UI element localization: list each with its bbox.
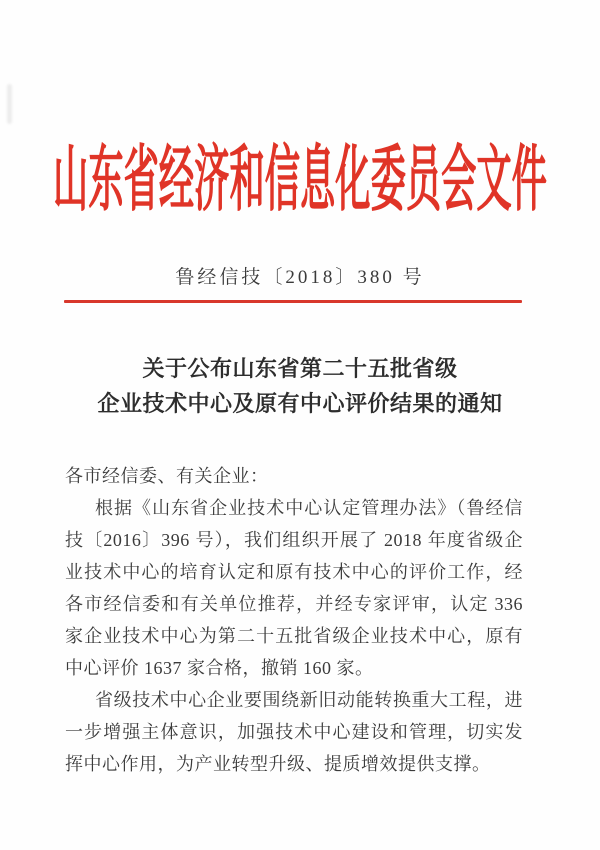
red-separator-line <box>64 300 522 303</box>
document-title <box>0 351 600 421</box>
document-number: 鲁经信技〔2018〕380 号 <box>175 267 425 288</box>
document-body <box>65 460 523 780</box>
scan-artifact <box>7 84 12 124</box>
document-title-line2: 企业技术中心及原有中心评价结果的通知 <box>97 391 503 416</box>
salutation: 各市经信委、有关企业： <box>65 466 269 486</box>
body-paragraph: 省级技术中心企业要围绕新旧动能转换重大工程，进一步增强主体意识，加强技术中心建设和管理，切实发挥中心作用，为产业转型升级、提质增效提供支撑。 <box>65 690 523 774</box>
agency-header-text: 山东省经济和信息化委员会文件 <box>53 140 547 220</box>
agency-header <box>0 138 600 222</box>
document-title-line1: 关于公布山东省第二十五批省级 <box>142 356 458 381</box>
body-paragraph: 根据《山东省企业技术中心认定管理办法》（鲁经信技〔2016〕396 号），我们组织开展了 2018 年度省级企业技术中心的培育认定和原有技术中心的评价工作，经各市经信委和有关单位推荐，并经专家评审，认定 336 家企业技术中心为第二十五批省级企业技术中心，原有中心评价 1637 家合格，撤销 160 家。 <box>65 498 523 678</box>
